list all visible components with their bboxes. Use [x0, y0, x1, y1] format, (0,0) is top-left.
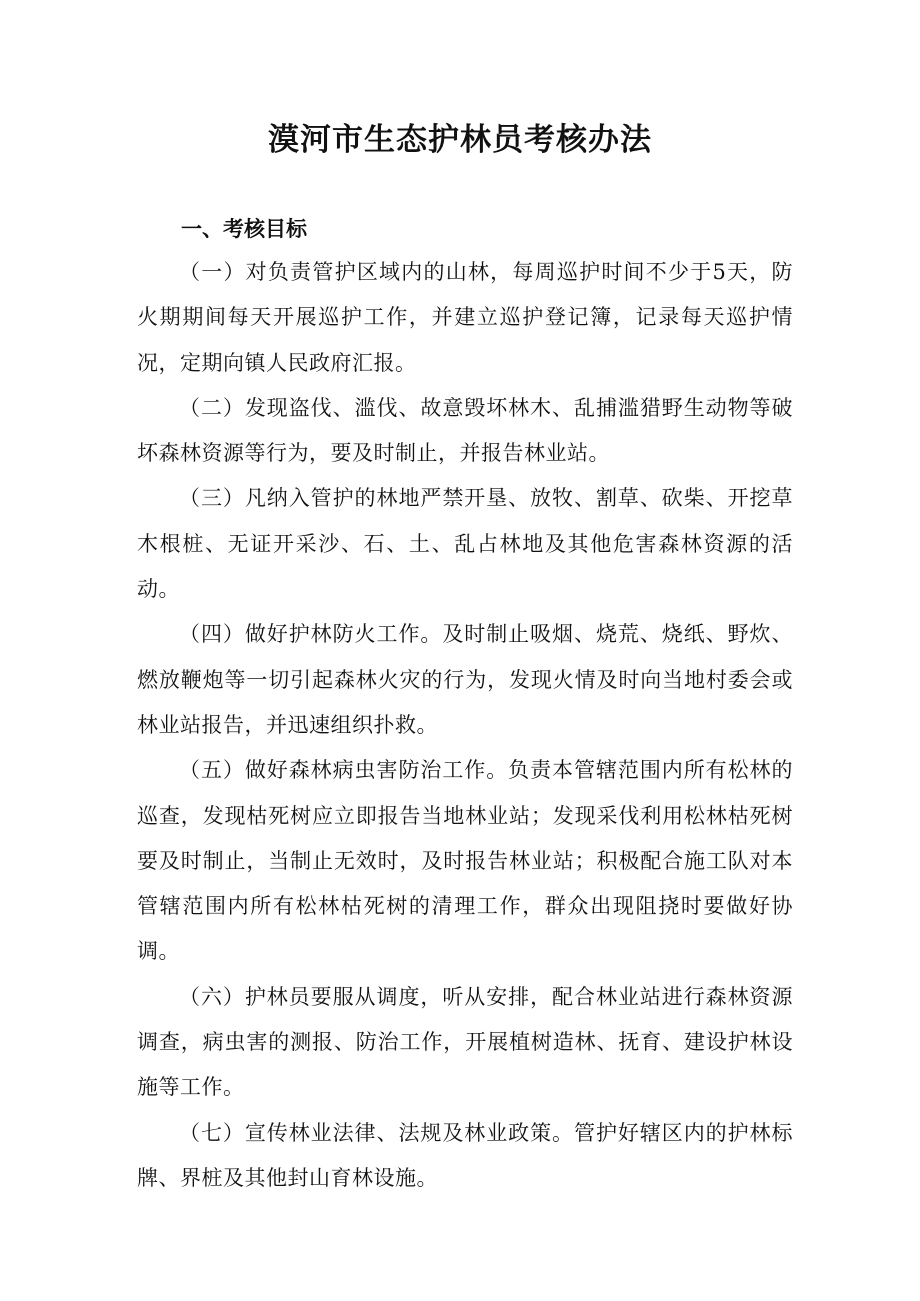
document-body: [137, 208, 793, 1201]
paragraph-2: （二）发现盗伐、滥伐、故意毁坏林木、乱捕滥猎野生动物等破坏森林资源等行为，要及时制止，并报告林业站。: [137, 395, 793, 466]
paragraph-6: （六）护林员要服从调度，听从安排，配合林业站进行森林资源调查，病虫害的测报、防治工作，开展植树造林、抚育、建设护林设施等工作。: [137, 984, 793, 1100]
paragraph-7: （七）宣传林业法律、法规及林业政策。管护好辖区内的护林标牌、界桩及其他封山育林设施。: [137, 1120, 793, 1190]
paragraph-1: （一）对负责管护区域内的山林，每周巡护时间不少于5天，防火期期间每天开展巡护工作，并建立巡护登记簿，记录每天巡护情况，定期向镇人民政府汇报。: [137, 260, 793, 375]
document-title: 漠河市生态护林员考核办法: [268, 122, 652, 158]
paragraph-5: （五）做好森林病虫害防治工作。负责本管辖范围内所有松林的巡查，发现枯死树应立即报告当地林业站；发现采伐利用松林枯死树要及时制止，当制止无效时，及时报告林业站；积极配合施工队对本管辖范围内所有松林枯死树的清理工作，群众出现阻挠时要做好协调。: [137, 758, 793, 964]
section-heading: 一、考核目标: [181, 217, 307, 241]
paragraph-3: （三）凡纳入管护的林地严禁开垦、放牧、割草、砍柴、开挖草木根桩、无证开采沙、石、土、乱占林地及其他危害森林资源的活动。: [137, 486, 793, 602]
paragraph-4: （四）做好护林防火工作。及时制止吸烟、烧荒、烧纸、野炊、燃放鞭炮等一切引起森林火灾的行为，发现火情及时向当地村委会或林业站报告，并迅速组织扑救。: [137, 622, 793, 737]
